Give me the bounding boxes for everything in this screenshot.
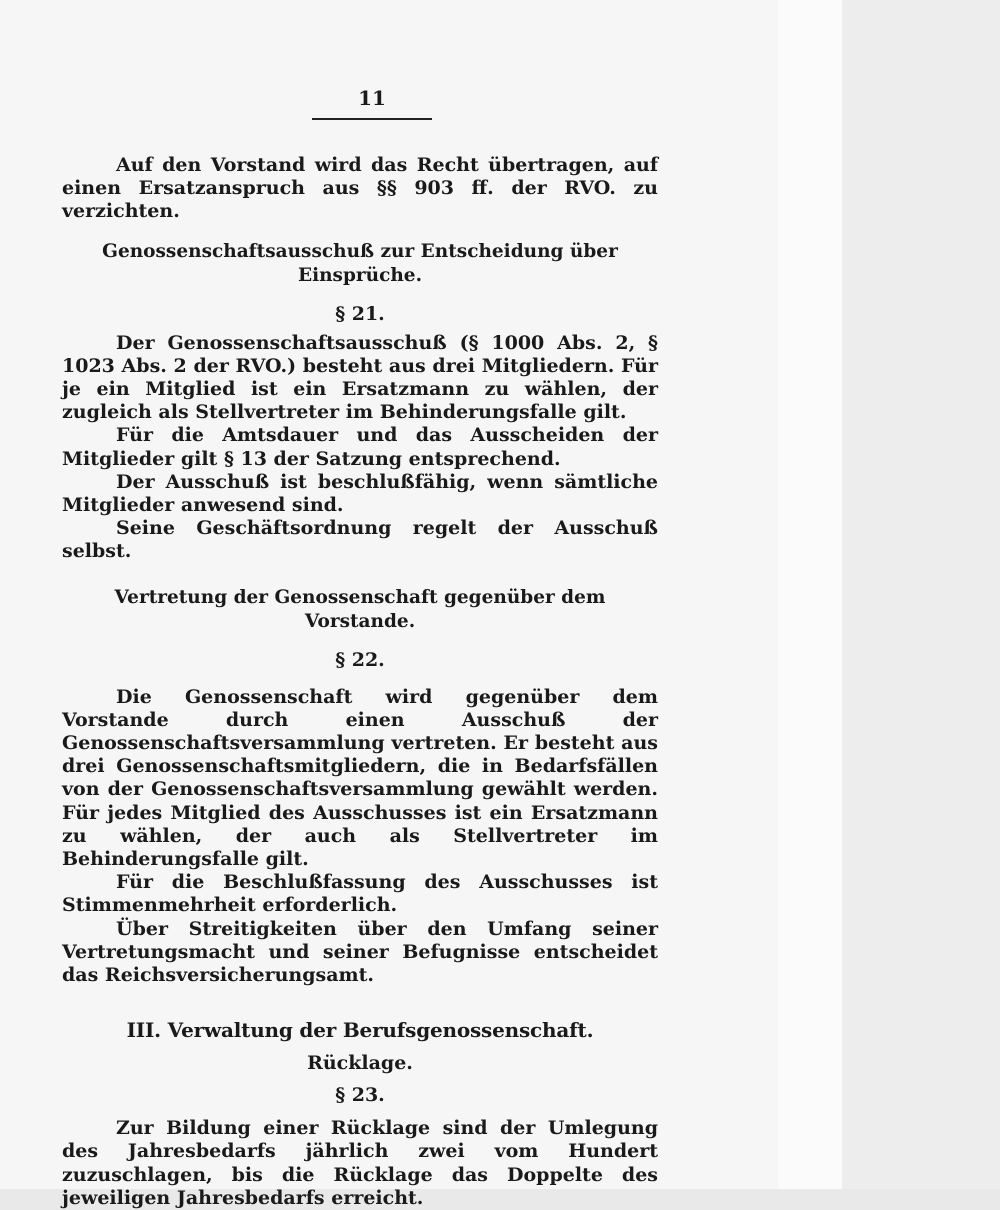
page-number: 11 bbox=[312, 86, 432, 120]
administration-heading: III. Verwaltung der Berufsgenossenschaft. bbox=[126, 1018, 594, 1043]
paragraph-21-3: Der Ausschuß ist beschlußfähig, wenn sämtliche Mitglieder anwesend sind. bbox=[62, 470, 658, 517]
paragraph-21-1: Der Genossenschaftsausschuß (§ 1000 Abs. 2, § 1023 Abs. 2 der RVO.) besteht aus drei Mitgliedern. Für je ein Mitglied ist ein Ersatzmann zu wählen, der zugleich als Stellvertreter im Behinderungsfalle gilt. bbox=[62, 331, 658, 424]
section-21: § 21. bbox=[335, 302, 385, 325]
reserve-subheading: Rücklage. bbox=[307, 1052, 413, 1075]
section-22: § 22. bbox=[335, 648, 385, 671]
page-margin-strip bbox=[778, 0, 842, 1189]
intro-paragraph: Auf den Vorstand wird das Recht übertragen, auf einen Ersatzanspruch aus §§ 903 ff. der RVO. zu verzichten. bbox=[62, 154, 658, 223]
paragraph-21-2: Für die Amtsdauer und das Ausscheiden der Mitglieder gilt § 13 der Satzung entsprechend. bbox=[62, 424, 658, 470]
page-content bbox=[62, 86, 658, 1210]
paragraph-22-2: Für die Beschlußfassung des Ausschusses ist Stimmenmehrheit erforderlich. bbox=[62, 871, 658, 917]
section-23: § 23. bbox=[335, 1084, 385, 1107]
paragraph-22-3: Über Streitigkeiten über den Umfang seiner Vertretungsmacht und seiner Befugnisse entscheidet das Reichsversicherungsamt. bbox=[62, 917, 658, 987]
paragraph-23: Zur Bildung einer Rücklage sind der Umlegung des Jahresbedarfs jährlich zwei vom Hundert zuzuschlagen, bis die Rücklage das Doppelte des jeweiligen Jahresbedarfs erreicht. bbox=[62, 1117, 658, 1209]
committee-heading: Genossenschaftsausschuß zur Entscheidung über Einsprüche. bbox=[102, 240, 618, 286]
paragraph-22-1: Die Genossenschaft wird gegenüber dem Vorstande durch einen Ausschuß der Genossenschaftsversammlung vertreten. Er besteht aus drei Genossenschaftsmitgliedern, die in Bedarfsfällen von der Genossenschaftsversammlung gewählt werden. Für jedes Mitglied des Ausschusses ist ein Ersatzmann zu wählen, der auch als Stellvertreter im Behinderungsfalle gilt. bbox=[62, 685, 658, 871]
scan-background bbox=[842, 0, 1000, 1189]
paragraph-21-4: Seine Geschäftsordnung regelt der Ausschuß selbst. bbox=[62, 517, 658, 563]
representation-heading: Vertretung der Genossenschaft gegenüber dem Vorstande. bbox=[114, 586, 606, 632]
